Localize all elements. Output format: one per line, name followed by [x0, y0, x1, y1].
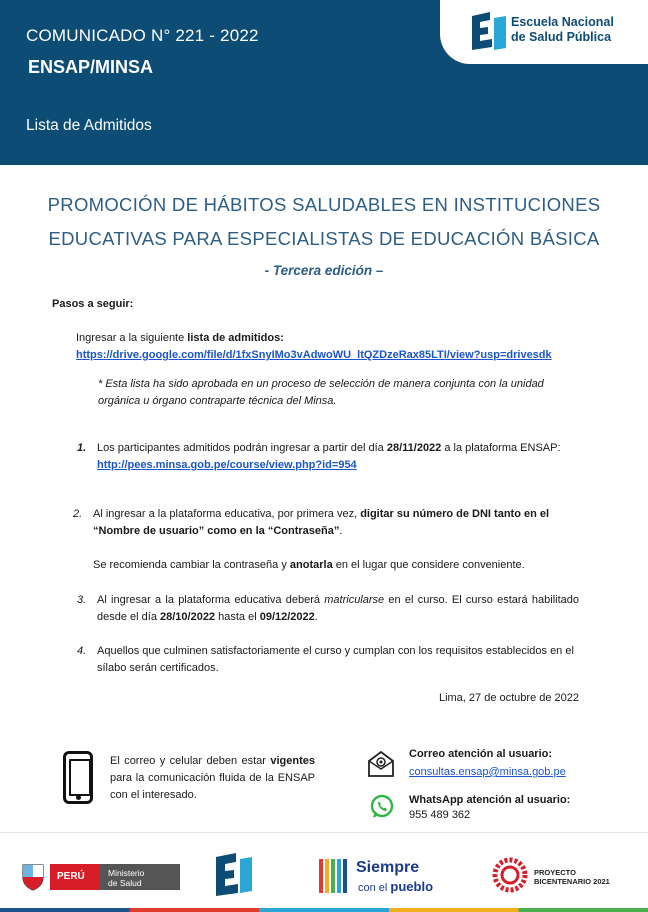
color-stripe	[0, 908, 648, 912]
step-3-text: Al ingresar a la plataforma educativa deberá matricularse en el curso. El curso estará habilitado desde el día 28/10/2022 hasta el 09/12/2022.	[97, 594, 579, 623]
list-label: Lista de Admitidos	[26, 117, 152, 134]
step-1-number: 1.	[77, 442, 87, 454]
document-title: PROMOCIÓN DE HÁBITOS SALUDABLES EN INSTITUCIONES EDUCATIVAS PARA ESPECIALISTAS DE EDUCACIÓN BÁSICA	[47, 194, 601, 249]
steps-heading: Pasos a seguir:	[52, 298, 134, 310]
step-2-number: 2.	[73, 508, 83, 520]
step-4-number: 4.	[77, 645, 87, 657]
communique-title: COMUNICADO N° 221 - 2022	[26, 26, 259, 45]
whatsapp-icon	[369, 794, 395, 820]
minsa-logo	[20, 861, 180, 891]
bicentenario-icon	[492, 857, 528, 893]
email-at-icon	[366, 749, 396, 779]
ministerio-label: Ministerio de Salud	[100, 864, 180, 890]
step-2-text: Al ingresar a la plataforma educativa, por primera vez, digitar su número de DNI tanto en el “Nombre de usuario” como en la “Contraseña”.	[93, 508, 550, 537]
ensap-footer-logo-icon	[210, 851, 256, 897]
siempre-con-el-pueblo-logo: Siempre con el pueblo	[318, 855, 438, 899]
platform-link[interactable]: http://pees.minsa.gob.pe/course/view.php?id=954	[97, 459, 357, 471]
whatsapp-number: 955 489 362	[409, 809, 471, 821]
ensap-logo-text: Escuela Nacional de Salud Pública	[511, 15, 614, 44]
organization-name: ENSAP/MINSA	[28, 57, 154, 77]
edition-label: - Tercera edición –	[264, 263, 384, 278]
bicentenario-logo: PROYECTO BICENTENARIO 2021	[492, 857, 632, 897]
smartphone-icon	[63, 751, 93, 804]
email-support-label: Correo atención al usuario:	[409, 748, 553, 760]
admitted-list-intro: Ingresar a la siguiente lista de admitidos: https://drive.google.com/file/d/1fxSnyIMo3vAdwoWU_ltQZDzeRax85LTI/view?usp=drivesdk	[76, 332, 552, 361]
step-1-text: Los participantes admitidos podrán ingresar a partir del día 28/11/2022 a la plataforma ENSAP: http://pees.minsa.gob.pe/course/view.php?id=954	[97, 442, 561, 471]
step-3-number: 3.	[77, 594, 87, 606]
contact-validity-note: El correo y celular deben estar vigentes para la comunicación fluida de la ENSAP con el interesado.	[110, 755, 315, 801]
peru-shield-icon	[20, 861, 46, 891]
document-date: Lima, 27 de octubre de 2022	[438, 692, 579, 704]
ensap-header-logo	[440, 0, 648, 64]
header-banner	[0, 0, 648, 165]
approval-note: * Esta lista ha sido aprobada en un proceso de selección de manera conjunta con la unidad orgánica u órgano contraparte técnica del Minsa.	[98, 378, 544, 407]
admitted-list-link[interactable]: https://drive.google.com/file/d/1fxSnyIMo3vAdwoWU_ltQZDzeRax85LTI/view?usp=drivesdk	[76, 349, 552, 361]
support-email-link[interactable]: consultas.ensap@minsa.gob.pe	[409, 766, 566, 778]
step-2-recommendation: Se recomienda cambiar la contraseña y anotarla en el lugar que considere conveniente.	[93, 559, 525, 571]
peru-label: PERÚ	[50, 864, 100, 890]
whatsapp-support-label: WhatsApp atención al usuario:	[409, 794, 571, 806]
step-4-text: Aquellos que culminen satisfactoriamente el curso y cumplan con los requisitos establecidos en el sílabo serán certificados.	[97, 645, 574, 674]
footer-logos	[0, 832, 648, 912]
siempre-bars-icon	[318, 857, 350, 895]
ensap-logo-icon	[468, 10, 508, 54]
